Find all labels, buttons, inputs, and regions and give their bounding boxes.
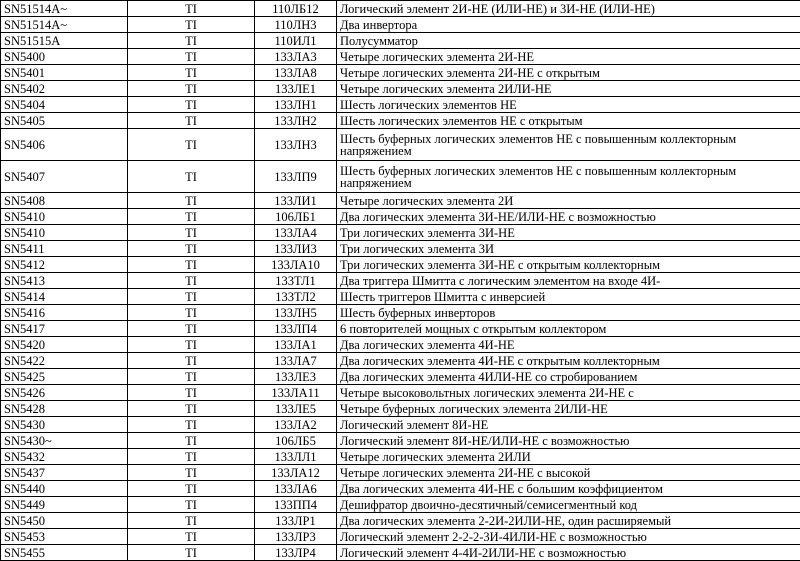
analog-part-cell: 133ТЛ2: [255, 289, 337, 305]
part-number-cell: SN5412: [1, 257, 128, 273]
manufacturer-cell: TI: [128, 385, 255, 401]
manufacturer-cell: TI: [128, 529, 255, 545]
description-cell: Шесть логических элементов НЕ: [337, 97, 800, 113]
table-row: [1, 129, 800, 161]
description-cell: Четыре буферных логических элемента 2ИЛИ-НЕ: [337, 401, 800, 417]
analog-part-cell: 133ЛН5: [255, 305, 337, 321]
description-cell: Шесть логических элементов НЕ с открытым: [337, 113, 800, 129]
analog-part-cell: 133ЛА3: [255, 49, 337, 65]
analog-part-cell: 133ЛА12: [255, 465, 337, 481]
table-row: [1, 81, 800, 97]
manufacturer-cell: TI: [128, 497, 255, 513]
part-number-cell: SN5426: [1, 385, 128, 401]
part-number-cell: SN5416: [1, 305, 128, 321]
description-cell: Четыре высоковольтных логических элемента 2И-НЕ с: [337, 385, 800, 401]
description-cell: Четыре логических элемента 2И-НЕ с высокой: [337, 465, 800, 481]
analog-part-cell: 133ЛА11: [255, 385, 337, 401]
description-cell: Логический элемент 2И-НЕ (ИЛИ-НЕ) и 3И-НЕ (ИЛИ-НЕ): [337, 1, 800, 17]
manufacturer-cell: TI: [128, 449, 255, 465]
table-row: [1, 49, 800, 65]
manufacturer-cell: TI: [128, 481, 255, 497]
description-cell: Четыре логических элемента 2И-НЕ: [337, 49, 800, 65]
table-row: [1, 401, 800, 417]
description-cell: Логический элемент 2-2-2-3И-4ИЛИ-НЕ с возможностью: [337, 529, 800, 545]
part-number-cell: SN5405: [1, 113, 128, 129]
description-cell: Логический элемент 8И-НЕ: [337, 417, 800, 433]
part-number-cell: SN5430~: [1, 433, 128, 449]
analog-part-cell: 133ЛА1: [255, 337, 337, 353]
manufacturer-cell: TI: [128, 353, 255, 369]
part-number-cell: SN5428: [1, 401, 128, 417]
analog-part-cell: 133ЛЛ1: [255, 449, 337, 465]
table-row: [1, 369, 800, 385]
manufacturer-cell: TI: [128, 193, 255, 209]
part-number-cell: SN5401: [1, 65, 128, 81]
description-cell: Дешифратор двоично-десятичный/семисегментный код: [337, 497, 800, 513]
manufacturer-cell: TI: [128, 129, 255, 161]
manufacturer-cell: TI: [128, 17, 255, 33]
part-number-cell: SN5406: [1, 129, 128, 161]
description-cell: Полусумматор: [337, 33, 800, 49]
table-row: [1, 97, 800, 113]
description-cell: Два логических элемента 4ИЛИ-НЕ со стробированием: [337, 369, 800, 385]
table-row: [1, 273, 800, 289]
table-row: [1, 465, 800, 481]
table-row: [1, 17, 800, 33]
description-cell: Два триггера Шмитта с логическим элементом на входе 4И-: [337, 273, 800, 289]
part-number-cell: SN5407: [1, 161, 128, 193]
part-number-cell: SN5417: [1, 321, 128, 337]
description-cell: Шесть буферных логических элементов НЕ с повышенным коллекторным напряжением: [337, 161, 800, 193]
part-number-cell: SN5437: [1, 465, 128, 481]
description-cell: Шесть буферных инверторов: [337, 305, 800, 321]
analog-part-cell: 110ЛБ12: [255, 1, 337, 17]
analog-part-cell: 133ЛЕ1: [255, 81, 337, 97]
table-row: [1, 545, 800, 561]
table-row: [1, 113, 800, 129]
part-number-cell: SN5449: [1, 497, 128, 513]
table-row: [1, 497, 800, 513]
manufacturer-cell: TI: [128, 225, 255, 241]
table-row: [1, 225, 800, 241]
manufacturer-cell: TI: [128, 465, 255, 481]
manufacturer-cell: TI: [128, 257, 255, 273]
manufacturer-cell: TI: [128, 369, 255, 385]
part-number-cell: SN5414: [1, 289, 128, 305]
description-cell: Три логических элемента 3И-НЕ: [337, 225, 800, 241]
description-cell: 6 повторителей мощных с открытым коллектором: [337, 321, 800, 337]
manufacturer-cell: TI: [128, 113, 255, 129]
analog-part-cell: 133ЛЕ3: [255, 369, 337, 385]
analog-part-cell: 133ЛА4: [255, 225, 337, 241]
table-row: [1, 353, 800, 369]
manufacturer-cell: TI: [128, 81, 255, 97]
analog-part-cell: 133ЛП4: [255, 321, 337, 337]
analog-part-cell: 133ЛР1: [255, 513, 337, 529]
part-number-cell: SN5413: [1, 273, 128, 289]
manufacturer-cell: TI: [128, 1, 255, 17]
table-row: [1, 161, 800, 193]
manufacturer-cell: TI: [128, 33, 255, 49]
analog-part-cell: 133ЛИ1: [255, 193, 337, 209]
manufacturer-cell: TI: [128, 321, 255, 337]
part-number-cell: SN51515A: [1, 33, 128, 49]
manufacturer-cell: TI: [128, 337, 255, 353]
analog-part-cell: 133ЛН1: [255, 97, 337, 113]
part-number-cell: SN5453: [1, 529, 128, 545]
analog-part-cell: 133ЛА7: [255, 353, 337, 369]
table-row: [1, 257, 800, 273]
manufacturer-cell: TI: [128, 65, 255, 81]
table-row: [1, 433, 800, 449]
analog-part-cell: 133ЛА2: [255, 417, 337, 433]
description-cell: Шесть буферных логических элементов НЕ с повышенным коллекторным напряжением: [337, 129, 800, 161]
manufacturer-cell: TI: [128, 289, 255, 305]
part-number-cell: SN5404: [1, 97, 128, 113]
analog-part-cell: 106ЛБ5: [255, 433, 337, 449]
manufacturer-cell: TI: [128, 161, 255, 193]
analog-part-cell: 133ЛН3: [255, 129, 337, 161]
analog-part-cell: 133ЛЕ5: [255, 401, 337, 417]
table-row: [1, 449, 800, 465]
manufacturer-cell: TI: [128, 209, 255, 225]
part-number-cell: SN5440: [1, 481, 128, 497]
part-number-cell: SN5400: [1, 49, 128, 65]
description-cell: Четыре логических элемента 2ИЛИ-НЕ: [337, 81, 800, 97]
table-row: [1, 481, 800, 497]
manufacturer-cell: TI: [128, 241, 255, 257]
analog-part-cell: 133ТЛ1: [255, 273, 337, 289]
table-row: [1, 241, 800, 257]
table-row: [1, 193, 800, 209]
table-row: [1, 385, 800, 401]
description-cell: Логический элемент 4-4И-2ИЛИ-НЕ с возможностью: [337, 545, 800, 561]
table-row: [1, 65, 800, 81]
analog-part-cell: 133ЛН2: [255, 113, 337, 129]
manufacturer-cell: TI: [128, 97, 255, 113]
description-cell: Логический элемент 8И-НЕ/ИЛИ-НЕ с возможностью: [337, 433, 800, 449]
part-number-cell: SN5410: [1, 225, 128, 241]
description-cell: Два логических элемента 4И-НЕ: [337, 337, 800, 353]
table-row: [1, 417, 800, 433]
description-cell: Два логических элемента 4И-НЕ с большим коэффициентом: [337, 481, 800, 497]
manufacturer-cell: TI: [128, 513, 255, 529]
description-cell: Три логических элемента 3И: [337, 241, 800, 257]
manufacturer-cell: TI: [128, 545, 255, 561]
manufacturer-cell: TI: [128, 305, 255, 321]
manufacturer-cell: TI: [128, 273, 255, 289]
description-cell: Четыре логических элемента 2И-НЕ с открытым: [337, 65, 800, 81]
table-row: [1, 513, 800, 529]
table-row: [1, 305, 800, 321]
part-number-cell: SN5420: [1, 337, 128, 353]
analog-part-cell: 110ЛН3: [255, 17, 337, 33]
part-number-cell: SN5422: [1, 353, 128, 369]
analog-part-cell: 133ЛА6: [255, 481, 337, 497]
analog-part-cell: 106ЛБ1: [255, 209, 337, 225]
description-cell: Два логических элемента 2-2И-2ИЛИ-НЕ, один расширяемый: [337, 513, 800, 529]
part-number-cell: SN5430: [1, 417, 128, 433]
manufacturer-cell: TI: [128, 417, 255, 433]
analog-part-cell: 110ИЛ1: [255, 33, 337, 49]
table-row: [1, 33, 800, 49]
description-cell: Четыре логических элемента 2И: [337, 193, 800, 209]
manufacturer-cell: TI: [128, 49, 255, 65]
part-number-cell: SN5425: [1, 369, 128, 385]
manufacturer-cell: TI: [128, 401, 255, 417]
description-cell: Три логических элемента 3И-НЕ с открытым коллекторным: [337, 257, 800, 273]
description-cell: Два инвертора: [337, 17, 800, 33]
description-cell: Два логических элемента 3И-НЕ/ИЛИ-НЕ с возможностью: [337, 209, 800, 225]
part-number-cell: SN5402: [1, 81, 128, 97]
part-number-cell: SN5411: [1, 241, 128, 257]
part-number-cell: SN5432: [1, 449, 128, 465]
table-row: [1, 289, 800, 305]
analog-part-cell: 133ЛР3: [255, 529, 337, 545]
table-row: [1, 337, 800, 353]
analog-part-cell: 133ЛИ3: [255, 241, 337, 257]
part-number-cell: SN51514A~: [1, 17, 128, 33]
part-number-cell: SN5455: [1, 545, 128, 561]
analog-part-cell: 133ЛР4: [255, 545, 337, 561]
description-cell: Четыре логических элемента 2ИЛИ: [337, 449, 800, 465]
table-row: [1, 529, 800, 545]
description-cell: Шесть триггеров Шмитта с инверсией: [337, 289, 800, 305]
table-row: [1, 321, 800, 337]
table-row: [1, 209, 800, 225]
part-number-cell: SN5450: [1, 513, 128, 529]
analog-part-cell: 133ЛП9: [255, 161, 337, 193]
table-body: [1, 1, 800, 561]
description-cell: Два логических элемента 4И-НЕ с открытым коллекторным: [337, 353, 800, 369]
analog-part-cell: 133ПП4: [255, 497, 337, 513]
analog-part-cell: 133ЛА10: [255, 257, 337, 273]
part-number-cell: SN5410: [1, 209, 128, 225]
manufacturer-cell: TI: [128, 433, 255, 449]
part-number-cell: SN51514A~: [1, 1, 128, 17]
analog-part-cell: 133ЛА8: [255, 65, 337, 81]
table-row: [1, 1, 800, 17]
part-number-cell: SN5408: [1, 193, 128, 209]
